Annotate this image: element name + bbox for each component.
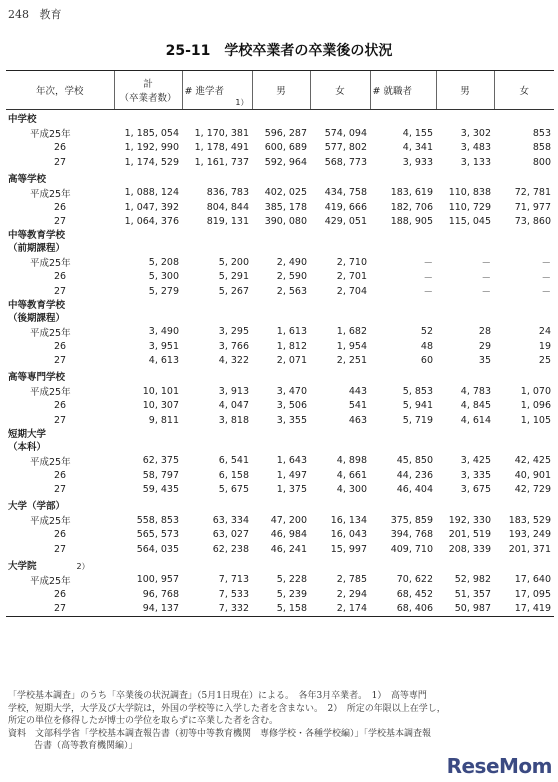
year-cell: 26 [54, 142, 67, 154]
table-row [6, 602, 554, 617]
value-cell: 804, 844 [206, 201, 249, 213]
value-cell: 5, 208 [148, 256, 179, 268]
table-row [6, 528, 554, 543]
group-header-row [6, 368, 554, 384]
group-name: 中学校 [8, 114, 37, 125]
value-cell: 19 [538, 340, 551, 352]
value-cell: － [481, 287, 491, 299]
header-advance-note: 1） [235, 98, 249, 107]
group-subname: （後期課程） [8, 312, 66, 324]
value-cell: 394, 768 [390, 529, 433, 541]
table-row [6, 513, 554, 528]
value-cell: 3, 766 [218, 340, 249, 352]
value-cell: 596, 287 [264, 127, 307, 139]
value-cell: 858 [532, 142, 551, 154]
value-cell: 3, 818 [218, 414, 249, 426]
year-cell: 平成25年 [30, 129, 71, 141]
table-row [6, 270, 554, 285]
value-cell: 3, 470 [276, 385, 307, 397]
value-cell: 1, 682 [336, 326, 367, 338]
value-cell: 3, 133 [460, 156, 491, 168]
year-cell: 26 [54, 529, 67, 541]
value-cell: 819, 131 [206, 216, 249, 228]
value-cell: 2, 710 [336, 256, 367, 268]
value-cell: － [423, 287, 433, 299]
value-cell: － [481, 258, 491, 270]
table-row [6, 399, 554, 414]
header-advance: # 進学者 1） [182, 71, 252, 110]
value-cell: 201, 371 [508, 543, 551, 555]
value-cell: 5, 853 [402, 385, 433, 397]
value-cell: 541 [348, 400, 367, 412]
table-row [6, 413, 554, 428]
value-cell: 419, 666 [324, 201, 367, 213]
value-cell: 192, 330 [448, 514, 491, 526]
value-cell: 1, 170, 381 [194, 127, 249, 139]
value-cell: 48 [420, 340, 433, 352]
section-name: 教育 [39, 8, 62, 21]
value-cell: 2, 071 [276, 355, 307, 367]
value-cell: 193, 249 [508, 529, 551, 541]
value-cell: 2, 294 [336, 588, 367, 600]
value-cell: 3, 295 [218, 326, 249, 338]
value-cell: 5, 279 [148, 285, 179, 297]
value-cell: 183, 529 [508, 514, 551, 526]
value-cell: 52 [420, 326, 433, 338]
value-cell: 58, 797 [142, 469, 179, 481]
group-header-row [6, 428, 554, 454]
value-cell: 564, 035 [136, 543, 179, 555]
value-cell: 853 [532, 127, 551, 139]
value-cell: 5, 675 [218, 484, 249, 496]
value-cell: 6, 541 [218, 455, 249, 467]
value-cell: 1, 178, 491 [194, 142, 249, 154]
value-cell: 3, 506 [276, 400, 307, 412]
value-cell: 1, 064, 376 [124, 216, 179, 228]
value-cell: 3, 951 [148, 340, 179, 352]
value-cell: 577, 802 [324, 142, 367, 154]
value-cell: 42, 729 [514, 484, 551, 496]
value-cell: 800 [532, 156, 551, 168]
value-cell: 375, 859 [390, 514, 433, 526]
table-row [6, 141, 554, 156]
value-cell: 592, 964 [264, 156, 307, 168]
page-number: 248 [8, 8, 29, 21]
value-cell: 4, 661 [336, 469, 367, 481]
year-cell: 27 [54, 285, 67, 297]
year-cell: 平成25年 [30, 575, 71, 587]
value-cell: 434, 758 [324, 187, 367, 199]
value-cell: 1, 375 [276, 484, 307, 496]
value-cell: 70, 622 [396, 574, 433, 586]
table-row [6, 454, 554, 469]
value-cell: 5, 267 [218, 285, 249, 297]
group-name: 中等教育学校 （後期課程） [8, 299, 66, 324]
value-cell: 94, 137 [114, 602, 182, 617]
resemom-logo: ReseMom [446, 754, 552, 778]
group-name: 高等専門学校 [8, 372, 66, 383]
value-cell: 208, 339 [448, 543, 491, 555]
value-cell: 2, 785 [336, 574, 367, 586]
table-row [6, 483, 554, 498]
value-cell: 1, 643 [276, 455, 307, 467]
value-cell: 17, 419 [494, 602, 554, 617]
value-cell: － [541, 287, 551, 299]
value-cell: 5, 239 [276, 588, 307, 600]
value-cell: 100, 957 [136, 574, 179, 586]
group-header-row [6, 497, 554, 513]
value-cell: 28 [478, 326, 491, 338]
value-cell: 52, 982 [454, 574, 491, 586]
year-cell: 平成25年 [30, 456, 71, 468]
value-cell: 73, 860 [514, 216, 551, 228]
value-cell: 409, 710 [390, 543, 433, 555]
value-cell: 2, 701 [336, 271, 367, 283]
value-cell: 2, 704 [336, 285, 367, 297]
value-cell: 5, 200 [218, 256, 249, 268]
value-cell: 1, 174, 529 [124, 156, 179, 168]
value-cell: 46, 241 [270, 543, 307, 555]
value-cell: 4, 783 [460, 385, 491, 397]
value-cell: 574, 094 [324, 127, 367, 139]
value-cell: 59, 435 [142, 484, 179, 496]
value-cell: 5, 941 [402, 400, 433, 412]
header-male: 男 [252, 71, 310, 110]
source-line: 資料 文部科学省「学校基本調査報告書（初等中等教育機関 専修学校・各種学校編）」「学校基本調査報 [8, 728, 432, 739]
year-cell: 平成25年 [30, 188, 71, 200]
value-cell: 443 [348, 385, 367, 397]
footnotes [8, 690, 553, 753]
value-cell: 3, 675 [460, 484, 491, 496]
value-cell: 390, 080 [264, 216, 307, 228]
value-cell: 1, 192, 990 [124, 142, 179, 154]
group-name: 大学（学部） [8, 501, 66, 512]
value-cell: 60 [420, 355, 433, 367]
value-cell: 201, 519 [448, 529, 491, 541]
header-employ: # 就職者 [370, 71, 436, 110]
value-cell: － [423, 258, 433, 270]
year-cell: 26 [54, 201, 67, 213]
value-cell: 45, 850 [396, 455, 433, 467]
year-cell: 27 [54, 216, 67, 228]
value-cell: 68, 406 [370, 602, 436, 617]
source-line: 告書（高等教育機関編）」 [34, 741, 138, 751]
value-cell: 3, 425 [460, 455, 491, 467]
value-cell: 183, 619 [390, 187, 433, 199]
value-cell: 62, 238 [212, 543, 249, 555]
value-cell: 188, 905 [390, 216, 433, 228]
value-cell: 2, 490 [276, 256, 307, 268]
value-cell: 4, 614 [460, 414, 491, 426]
value-cell: 558, 853 [136, 514, 179, 526]
value-cell: 4, 300 [336, 484, 367, 496]
year-cell: 27 [54, 543, 67, 555]
value-cell: 2, 174 [310, 602, 370, 617]
table-row [6, 339, 554, 354]
value-cell: 3, 933 [402, 156, 433, 168]
value-cell: 1, 105 [520, 414, 551, 426]
value-cell: 115, 045 [448, 216, 491, 228]
value-cell: 5, 300 [148, 271, 179, 283]
value-cell: 46, 404 [396, 484, 433, 496]
year-cell: 平成25年 [30, 387, 71, 399]
table-row [6, 126, 554, 141]
group-subname: （本科） [8, 441, 47, 453]
year-cell: 27 [54, 355, 67, 367]
value-cell: 5, 291 [218, 271, 249, 283]
value-cell: 7, 713 [218, 574, 249, 586]
value-cell: 600, 689 [264, 142, 307, 154]
year-cell: 平成25年 [30, 258, 71, 270]
group-header-row [6, 110, 554, 127]
value-cell: 63, 027 [212, 529, 249, 541]
value-cell: 1, 954 [336, 340, 367, 352]
value-cell: － [541, 258, 551, 270]
value-cell: 7, 332 [182, 602, 252, 617]
table-body [6, 110, 554, 617]
value-cell: 2, 590 [276, 271, 307, 283]
table-row [6, 284, 554, 299]
header-female: 女 [310, 71, 370, 110]
header-female2: 女 [494, 71, 554, 110]
value-cell: 25 [538, 355, 551, 367]
value-cell: 836, 783 [206, 187, 249, 199]
year-cell: 27 [54, 414, 67, 426]
value-cell: 51, 357 [454, 588, 491, 600]
table-row [6, 215, 554, 230]
value-cell: 4, 322 [218, 355, 249, 367]
footnote-line: 学校，短期大学，大学及び大学院は，外国の学校等に入学した者を含まない。 2） 所定の年限以上在学し， [8, 703, 446, 714]
value-cell: 463 [348, 414, 367, 426]
footnote-line: 所定の単位を修得したが博士の学位を取らずに卒業した者を含む。 [8, 716, 279, 726]
value-cell: 1, 613 [276, 326, 307, 338]
value-cell: 429, 051 [324, 216, 367, 228]
value-cell: 9, 811 [148, 414, 179, 426]
value-cell: 402, 025 [264, 187, 307, 199]
value-cell: 4, 845 [460, 400, 491, 412]
value-cell: 10, 101 [142, 385, 179, 397]
value-cell: 568, 773 [324, 156, 367, 168]
value-cell: 1, 497 [276, 469, 307, 481]
value-cell: 15, 997 [330, 543, 367, 555]
value-cell: 1, 047, 392 [124, 201, 179, 213]
value-cell: 182, 706 [390, 201, 433, 213]
value-cell: － [423, 272, 433, 284]
value-cell: 62, 375 [142, 455, 179, 467]
value-cell: 1, 812 [276, 340, 307, 352]
value-cell: － [481, 272, 491, 284]
value-cell: 1, 088, 124 [124, 187, 179, 199]
table-row [6, 186, 554, 201]
value-cell: 1, 185, 054 [124, 127, 179, 139]
table-row [6, 573, 554, 588]
header-total: 計 （卒業者数） [114, 71, 182, 110]
year-cell: 平成25年 [30, 516, 71, 528]
group-name: 高等学校 [8, 173, 47, 185]
table-row [6, 468, 554, 483]
footnote-line: 「学校基本調査」のうち「卒業後の状況調査」（5月1日現在）による。 各年3月卒業者。 1） 高等専門 [8, 691, 427, 701]
group-note: 2） [76, 561, 90, 571]
group-header-row [6, 557, 554, 573]
value-cell: 47, 200 [270, 514, 307, 526]
value-cell: 4, 898 [336, 455, 367, 467]
group-subname: （前期課程） [8, 243, 66, 254]
value-cell: 3, 483 [460, 142, 491, 154]
value-cell: 4, 047 [218, 400, 249, 412]
year-cell: 26 [54, 271, 67, 283]
value-cell: 17, 640 [514, 574, 551, 586]
value-cell: 5, 719 [402, 414, 433, 426]
value-cell: 17, 095 [514, 588, 551, 600]
group-name: 大学院 2） [8, 560, 90, 572]
value-cell: 7, 533 [218, 588, 249, 600]
table-row [6, 325, 554, 340]
value-cell: 35 [478, 355, 491, 367]
value-cell: 1, 096 [520, 400, 551, 412]
value-cell: 1, 161, 737 [194, 156, 249, 168]
value-cell: 4, 341 [402, 142, 433, 154]
value-cell: 68, 452 [396, 588, 433, 600]
value-cell: 63, 334 [212, 514, 249, 526]
value-cell: 16, 043 [330, 529, 367, 541]
value-cell: 4, 613 [148, 355, 179, 367]
group-name: 短期大学 （本科） [8, 428, 47, 453]
value-cell: 3, 302 [460, 127, 491, 139]
year-cell: 27 [6, 602, 114, 617]
value-cell: 3, 490 [148, 326, 179, 338]
header-year-school: 年次，学校 [6, 71, 114, 110]
page-header [8, 6, 62, 22]
value-cell: 110, 838 [448, 187, 491, 199]
graduates-table [6, 70, 554, 617]
value-cell: 72, 781 [514, 187, 551, 199]
value-cell: 5, 158 [252, 602, 310, 617]
value-cell: 40, 901 [514, 469, 551, 481]
group-header-row [6, 299, 554, 325]
year-cell: 26 [54, 469, 67, 481]
value-cell: 385, 178 [264, 201, 307, 213]
table-row [6, 384, 554, 399]
table-row [6, 200, 554, 215]
group-header-row [6, 229, 554, 255]
value-cell: 3, 335 [460, 469, 491, 481]
value-cell: 24 [538, 326, 551, 338]
value-cell: 1, 070 [520, 385, 551, 397]
table-row [6, 587, 554, 602]
year-cell: 平成25年 [30, 327, 71, 339]
value-cell: 2, 563 [276, 285, 307, 297]
table-row [6, 255, 554, 270]
value-cell: 6, 158 [218, 469, 249, 481]
value-cell: 3, 355 [276, 414, 307, 426]
group-header-row [6, 170, 554, 186]
year-cell: 26 [54, 588, 67, 600]
value-cell: 4, 155 [402, 127, 433, 139]
value-cell: 42, 425 [514, 455, 551, 467]
value-cell: 3, 913 [218, 385, 249, 397]
table-row [6, 354, 554, 369]
value-cell: 16, 134 [330, 514, 367, 526]
value-cell: 46, 984 [270, 529, 307, 541]
table-row [6, 155, 554, 170]
table-row [6, 542, 554, 557]
value-cell: － [541, 272, 551, 284]
value-cell: 110, 729 [448, 201, 491, 213]
group-name: 中等教育学校 （前期課程） [8, 230, 66, 254]
year-cell: 27 [54, 156, 67, 168]
value-cell: 50, 987 [436, 602, 494, 617]
value-cell: 2, 251 [336, 355, 367, 367]
value-cell: 565, 573 [136, 529, 179, 541]
year-cell: 26 [54, 400, 67, 412]
value-cell: 44, 236 [396, 469, 433, 481]
value-cell: 10, 307 [142, 400, 179, 412]
header-male2: 男 [436, 71, 494, 110]
value-cell: 71, 977 [514, 201, 551, 213]
value-cell: 5, 228 [276, 574, 307, 586]
year-cell: 26 [54, 340, 67, 352]
value-cell: 96, 768 [142, 588, 179, 600]
header-total-sub: （卒業者数） [119, 93, 177, 104]
year-cell: 27 [54, 484, 67, 496]
table-title: 25-11 学校卒業者の卒業後の状況 [165, 43, 393, 59]
value-cell: 29 [478, 340, 491, 352]
